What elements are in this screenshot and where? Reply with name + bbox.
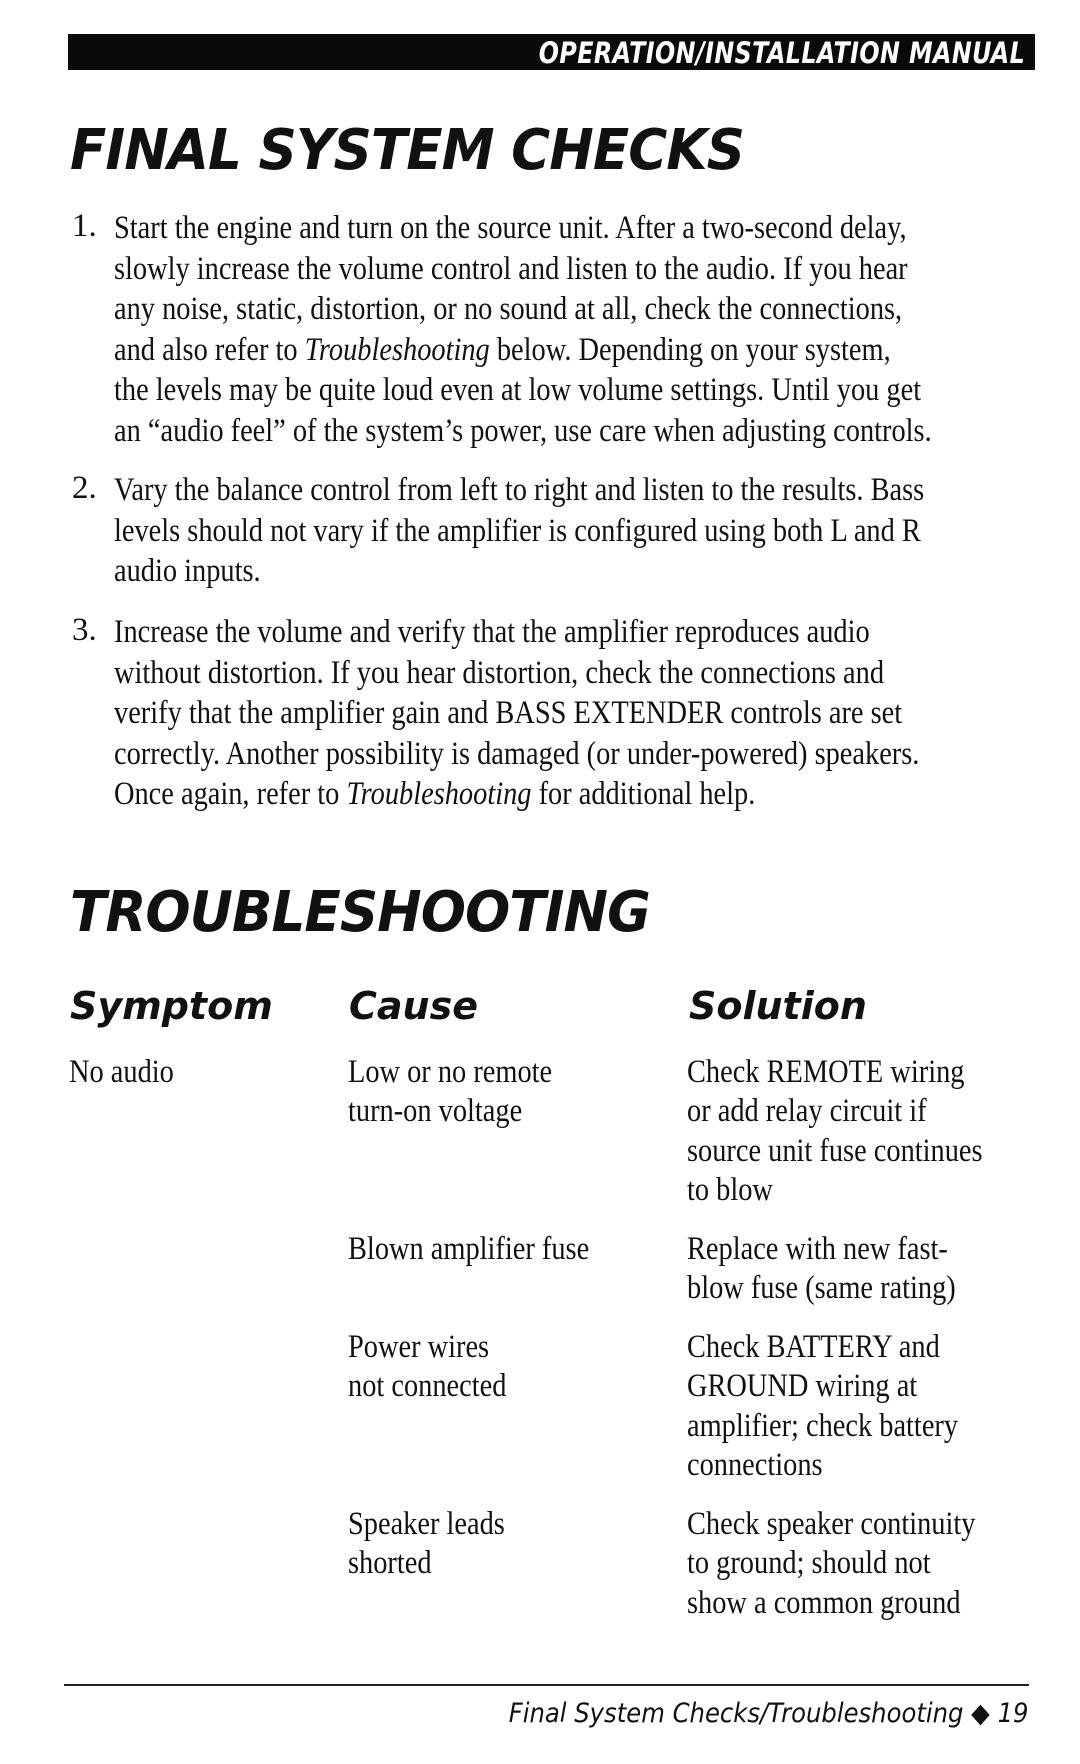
text-segment: Increase the volume and verify that the amplifier reproduces audio: [114, 614, 870, 650]
text-segment: levels should not vary if the amplifier is configured using both L and R: [114, 512, 921, 549]
text-line: [114, 551, 261, 591]
text-segment: audio inputs.: [114, 553, 261, 589]
text-segment: slowly increase the volume control and listen to the audio. If you hear: [114, 250, 908, 287]
item-number: 2.: [72, 470, 97, 506]
solution-header: Solution: [689, 984, 867, 1028]
troubleshooting-reference: Troubleshooting: [346, 776, 532, 812]
page-number: 19: [998, 1698, 1029, 1729]
text-segment: correctly. Another possibility is damaged (or under-powered) speakers.: [114, 735, 920, 772]
text-segment: Once again, refer to: [114, 776, 347, 812]
text-line: [114, 208, 907, 248]
text-line: [114, 470, 924, 510]
footer-rule: [64, 1684, 1029, 1686]
text-segment: and also refer to: [114, 331, 305, 368]
text-line: [114, 653, 884, 693]
text-segment: for additional help.: [531, 776, 756, 812]
text-segment: Start the engine and turn on the source unit. After a two-second delay,: [114, 210, 907, 246]
cause-cell: Low or no remote turn-on voltage: [348, 1054, 553, 1130]
troubleshooting-heading: TROUBLESHOOTING: [70, 880, 650, 945]
text-segment: verify that the amplifier gain and BASS EXTENDER controls are set: [114, 695, 903, 731]
symptom-cell: No audio: [69, 1054, 174, 1090]
text-segment: Vary the balance control from left to right and listen to the results. Bass: [114, 472, 925, 508]
text-line: [114, 612, 870, 652]
text-line: [114, 411, 932, 451]
cause-header: Cause: [349, 984, 478, 1028]
text-segment: any noise, static, distortion, or no sound at all, check the connections,: [114, 291, 903, 327]
text-segment: an “audio feel” of the system’s power, use care when adjusting controls.: [114, 412, 932, 449]
text-line: [114, 370, 921, 410]
cause-cell: Blown amplifier fuse: [348, 1231, 590, 1267]
final-system-checks-heading: FINAL SYSTEM CHECKS: [70, 118, 744, 183]
solution-cell: Replace with new fast- blow fuse (same rating): [687, 1231, 956, 1307]
text-line: [114, 330, 891, 370]
manual-title: OPERATION/INSTALLATION MANUAL: [538, 36, 1025, 70]
text-line: [114, 249, 908, 289]
troubleshooting-reference: Troubleshooting: [304, 331, 490, 368]
text-line: [114, 734, 919, 774]
header-bar: [68, 34, 1035, 70]
cause-cell: Power wires not connected: [348, 1329, 507, 1405]
text-line: [114, 774, 755, 814]
item-number: 1.: [72, 208, 97, 244]
text-segment: the levels may be quite loud even at low volume settings. Until you get: [114, 372, 922, 408]
text-line: [114, 289, 902, 329]
solution-cell: Check REMOTE wiring or add relay circuit if source unit fuse continues to blow: [687, 1054, 983, 1209]
text-segment: below. Depending on your system,: [489, 331, 891, 368]
item-number: 3.: [72, 612, 97, 648]
footer-text: Final System Checks/Troubleshooting: [509, 1698, 964, 1729]
diamond-icon: ◆: [971, 1698, 991, 1729]
text-line: [114, 693, 902, 733]
footer: [509, 1698, 1029, 1729]
cause-cell: Speaker leads shorted: [348, 1506, 505, 1582]
text-segment: without distortion. If you hear distortion, check the connections and: [114, 654, 885, 691]
text-line: [114, 511, 921, 551]
symptom-header: Symptom: [70, 984, 273, 1028]
solution-cell: Check speaker continuity to ground; should not show a common ground: [687, 1506, 976, 1621]
solution-cell: Check BATTERY and GROUND wiring at amplifier; check battery connections: [687, 1329, 959, 1484]
